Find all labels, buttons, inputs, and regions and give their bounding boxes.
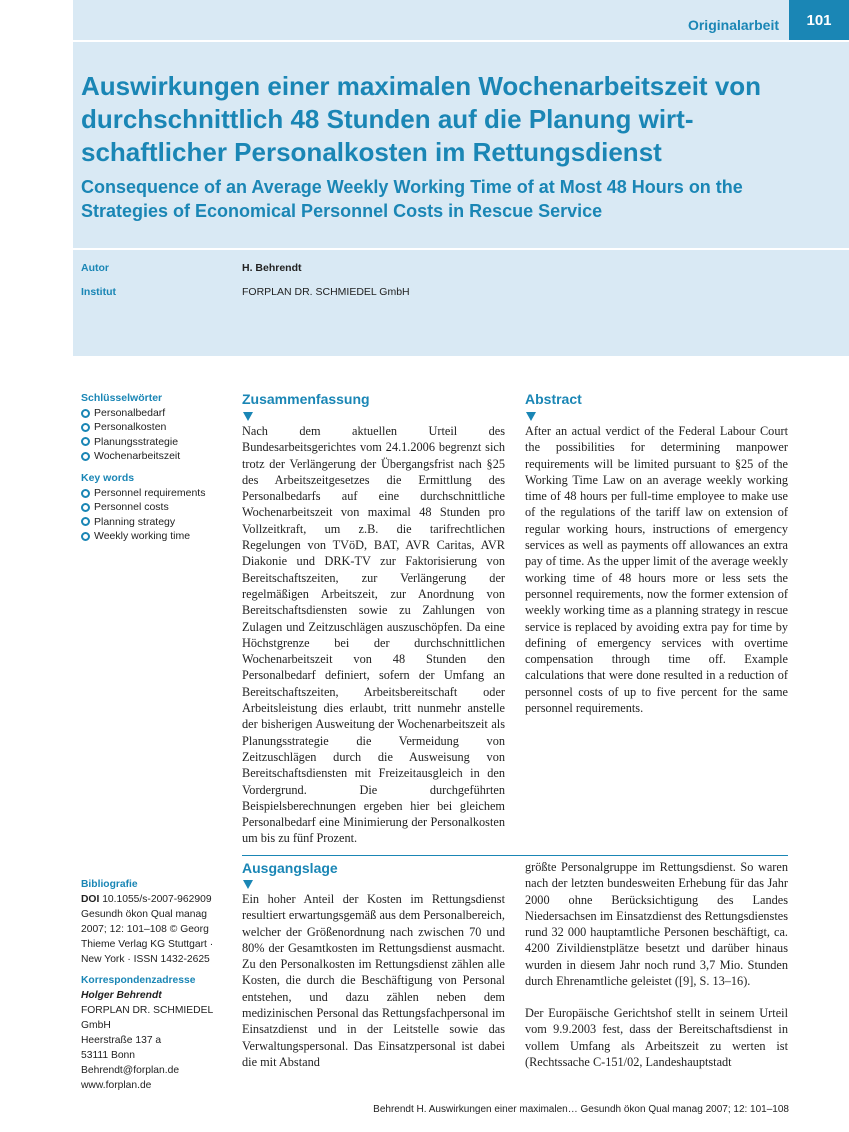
keyword-item: Personnel costs: [81, 500, 231, 514]
bibliography: [81, 877, 231, 1093]
correspondence-street: Heerstraße 137 a: [81, 1035, 162, 1046]
bib-line: Thieme Verlag KG Stuttgart ·: [81, 939, 214, 950]
header-divider: [73, 248, 849, 250]
page-footer: Behrendt H. Auswirkungen einer maximalen… Gesundh ökon Qual manag 2007; 12: 101–108: [373, 1104, 789, 1115]
author-label: Autor: [81, 262, 109, 274]
keyword-item: Personnel requirements: [81, 486, 231, 500]
section-rule: [242, 855, 788, 856]
title-german: Auswirkungen einer maximalen Wochenarbeitszeit von durchschnittlich 48 Stunden auf die Planung wirtschaftlicher Personalkosten im Rettungsdienst: [81, 71, 762, 167]
ausgangslage-text-right-2: Der Europäische Gerichtshof stellt in seinem Urteil vom 9.9.2003 fest, dass der Bereitschaftsdienst in vollem Umfang als Arbeitszeit zu werten ist (Rechtssache C-151/02, Landeshauptstadt: [525, 1006, 788, 1069]
correspondence-web[interactable]: www.forplan.de: [81, 1080, 152, 1091]
bullet-icon: [81, 517, 90, 526]
ausgangslage-text-left: Ein hoher Anteil der Kosten im Rettungsdienst resultiert erwartungsgemäß aus dem Personalbereich, welcher der Größenordnung nach zwischen 70 und 80% der Gesamtkosten im Rettungsdienst ausmacht. Zu den Personalkosten im Rettungsdienst zählen alle Kosten, die durch die Beschäftigung von Personal entstehen, und dazu zählen neben dem medizinischen Personal das Rettungsfachpersonal im Einsatzdienst und in der Leitstelle sowie das Verwaltungspersonal. Das Einsatzpersonal ist dabei die mit Abstand: [242, 892, 505, 1069]
correspondence-org: FORPLAN DR. SCHMIEDEL: [81, 1005, 214, 1016]
keywords-english-heading: Key words: [81, 472, 135, 484]
keyword-item: Planungsstrategie: [81, 435, 231, 449]
institute: FORPLAN DR. SCHMIEDEL GmbH: [242, 286, 410, 298]
keywords-german: [81, 392, 231, 463]
correspondence-org: GmbH: [81, 1020, 111, 1031]
abstract-heading: Abstract: [525, 391, 582, 407]
keyword-item: Weekly working time: [81, 529, 231, 543]
doi-line: DOI 10.1055/s-2007-962909: [81, 894, 212, 905]
bib-line: New York · ISSN 1432-2625: [81, 954, 210, 965]
keywords-german-heading: Schlüsselwörter: [81, 392, 163, 404]
bullet-icon: [81, 409, 90, 418]
institute-label: Institut: [81, 286, 116, 298]
page-number: 101: [789, 0, 849, 40]
author: H. Behrendt: [242, 262, 302, 274]
bullet-icon: [81, 423, 90, 432]
keyword-item: Wochenarbeitszeit: [81, 449, 231, 463]
bib-line: 2007; 12: 101–108 © Georg: [81, 924, 209, 935]
zusammenfassung-text: Nach dem aktuellen Urteil des Bundesarbeitsgerichtes vom 24.1.2006 begrenzt sich trotz der Verlängerung der Übergangsfrist nach §25 des Arbeitszeitgesetzes die Ermittlung des Personalbedarfs auf eine durchschnittliche Wochenarbeitszeit von maximal 48 Stunden pro Vollzeitkraft, um z.B. die tarifrechtlichen Regelungen von TVöD, BAT, AVR Caritas, AVR Diakonie und DRK-TV zur Faktorisierung von Bereitschaftszeiten, zur Verlängerung der regelmäßigen Arbeitszeit, zur Anordnung von Bereitschaftsdiensten sowie zu Zahlungen von Zulagen und Zeitzuschlägen auszuschöpfen. Da eine Höchstgrenze bei der durchschnittlichen Wochenarbeitszeit von 48 Stunden den Personalbedarf definiert, sofern der Umfang an Bereitschaftszeiten, Arbeitsbereitschaft oder Arbeitsleistung dies erlaubt, tritt nunmehr anstelle der bisherigen Ausweitung der Wochenarbeitszeit als Planungsstrategie die Vermeidung von Zeitzuschlägen durch die Ausweisung von Bereitschaftsdiensten mit Freizeitausgleich in den Vordergrund. Die durchgeführten Beispielsberechnungen ergeben hier bei gleichem Personalbedarf eine Minimierung der Personalkosten um bis zu fünf Prozent.: [242, 424, 505, 846]
bibliography-heading: Bibliografie: [81, 879, 138, 890]
keywords-english: [81, 472, 231, 543]
triangle-icon: [526, 412, 536, 421]
ausgangslage-heading: Ausgangslage: [242, 860, 338, 876]
bib-line: Gesundh ökon Qual manag: [81, 909, 207, 920]
bullet-icon: [81, 503, 90, 512]
bullet-icon: [81, 452, 90, 461]
abstract-text: After an actual verdict of the Federal Labour Court the possibilities for determining manpower requirements will be limited pursuant to §25 of the Working Time Law on an average weekly working time of 48 hours per full-time employee to make use of the regulations of the tariff law on extension of regular working hours, instructions of emergency services as well as payments off allowances an extra pay of time. As the upper limit of the average weekly working time of 48 hours more or less sets the personnel requirements, now the former extension of weekly working time as a planning strategy in rescue service is replaced by avoiding extra pay for time by defining of emergency services with overtime compensation through time off. Example calculations that were done resulted in a reduction of personnel costs of up to five percent for the same personnel requirements.: [525, 424, 788, 716]
keyword-item: Planning strategy: [81, 515, 231, 529]
ausgangslage-text-right-1: größte Personalgruppe im Rettungsdienst. So waren nach der letzten bundesweiten Erhebung für das Jahr 2000 ohne Berücksichtigung des Landes Niedersachsen im Einsatzdienst des Rettungsdienstes rund 32 000 hauptamtliche Personen beschäftigt, ca. 4200 Zivildienstplätze besetzt und darüber hinaus wurden in diesem Jahr noch rund 3,7 Mio. Stunden durch Ehrenamtliche geleistet ([9], S. 13–16).: [525, 860, 788, 989]
correspondence-heading: Korrespondenzadresse: [81, 975, 196, 986]
bullet-icon: [81, 532, 90, 541]
correspondence-email[interactable]: Behrendt@forplan.de: [81, 1065, 180, 1076]
bullet-icon: [81, 489, 90, 498]
bullet-icon: [81, 437, 90, 446]
triangle-icon: [243, 412, 253, 421]
section-label: Originalarbeit: [687, 17, 779, 33]
keyword-item: Personalbedarf: [81, 406, 231, 420]
keyword-item: Personalkosten: [81, 420, 231, 434]
correspondence-city: 53111 Bonn: [81, 1050, 136, 1061]
title-english: Consequence of an Average Weekly Working Time of at Most 48 Hours on the Strategies of Economical Personnel Costs in Rescue Service: [81, 177, 743, 221]
triangle-icon: [243, 880, 253, 889]
correspondence-name: Holger Behrendt: [81, 990, 162, 1001]
zusammenfassung-heading: Zusammenfassung: [242, 391, 370, 407]
